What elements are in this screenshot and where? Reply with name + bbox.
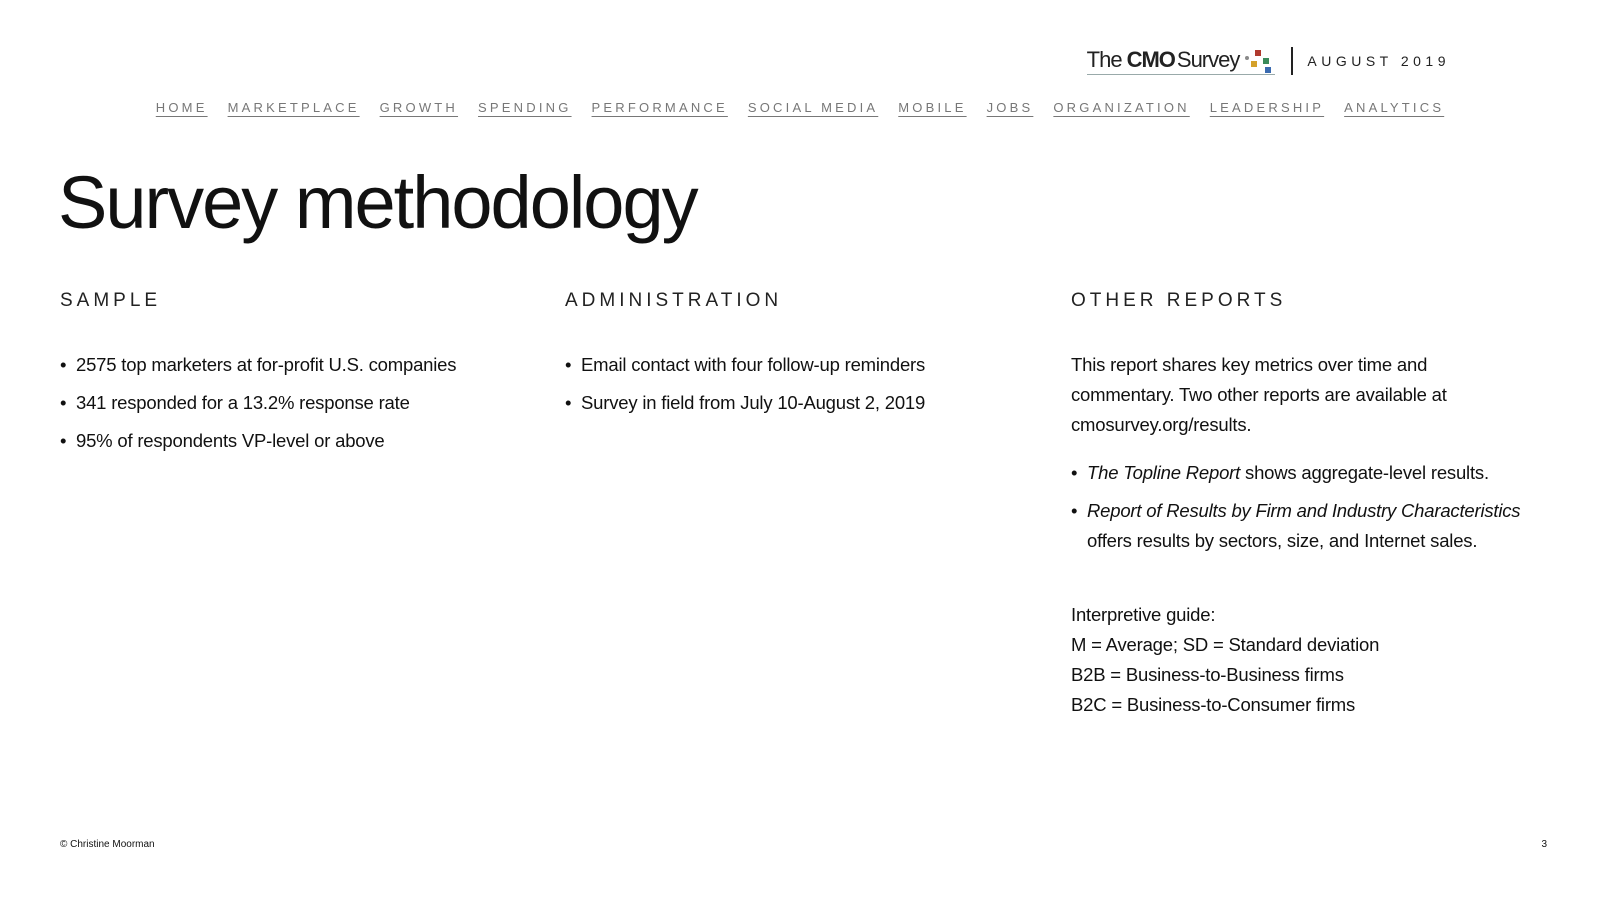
firm-industry-report-title: Report of Results by Firm and Industry Characteristics [1087,500,1521,521]
logo-dot [1263,58,1269,64]
nav-performance[interactable]: PERFORMANCE [591,100,728,115]
logo-dot [1251,61,1257,67]
list-item: • Email contact with four follow-up reminders [565,350,995,380]
administration-heading: ADMINISTRATION [565,290,783,311]
copyright: © Christine Moorman [60,839,155,850]
nav-analytics[interactable]: ANALYTICS [1344,100,1445,115]
page-number: 3 [1541,839,1547,850]
list-item [1071,458,1531,488]
nav-leadership[interactable]: LEADERSHIP [1209,100,1325,115]
other-reports-list [1071,458,1531,556]
list-item [1071,496,1531,556]
top-nav [0,100,1600,115]
sample-section [60,290,520,464]
nav-home[interactable]: HOME [155,100,208,115]
logo-dots-icon [1241,50,1275,74]
nav-marketplace[interactable]: MARKETPLACE [227,100,360,115]
interpretive-guide [1071,600,1531,720]
nav-jobs[interactable]: JOBS [986,100,1034,115]
nav-spending[interactable]: SPENDING [478,100,572,115]
logo-dot [1255,50,1261,56]
header [1087,46,1450,75]
topline-report-title: The Topline Report [1087,462,1241,483]
sample-heading: SAMPLE [60,290,162,311]
logo-dot [1245,56,1249,60]
guide-line: B2B = Business-to-Business firms [1071,664,1344,685]
nav-growth[interactable]: GROWTH [379,100,459,115]
logo-the: The [1086,47,1122,72]
list-item: • 341 responded for a 13.2% response rate [60,388,520,418]
nav-organization[interactable]: ORGANIZATION [1053,100,1190,115]
list-item: • 95% of respondents VP-level or above [60,426,520,456]
logo-dot [1265,67,1271,73]
other-reports-intro: This report shares key metrics over time and commentary. Two other reports are available at cmosurvey.org/results. [1071,354,1447,435]
topline-report-desc: shows aggregate-level results. [1240,462,1489,483]
other-reports-section [1071,290,1531,720]
header-divider [1291,47,1293,75]
other-reports-heading: OTHER REPORTS [1071,290,1287,311]
logo-cmo: CMO [1126,47,1175,72]
page-title: Survey methodology [58,161,697,244]
report-date: AUGUST 2019 [1307,52,1450,69]
cmo-survey-logo[interactable] [1087,46,1276,75]
guide-line: M = Average; SD = Standard deviation [1071,634,1380,655]
nav-mobile[interactable]: MOBILE [898,100,967,115]
firm-industry-report-desc: offers results by sectors, size, and Internet sales. [1087,530,1478,551]
guide-line: Interpretive guide: [1071,604,1216,625]
administration-list [565,350,995,418]
logo-survey: Survey [1176,47,1240,72]
guide-line: B2C = Business-to-Consumer firms [1071,694,1356,715]
list-item: • Survey in field from July 10-August 2, 2019 [565,388,995,418]
list-item: • 2575 top marketers at for-profit U.S. companies [60,350,520,380]
administration-section [565,290,995,426]
sample-list [60,350,520,456]
nav-social-media[interactable]: SOCIAL MEDIA [747,100,879,115]
